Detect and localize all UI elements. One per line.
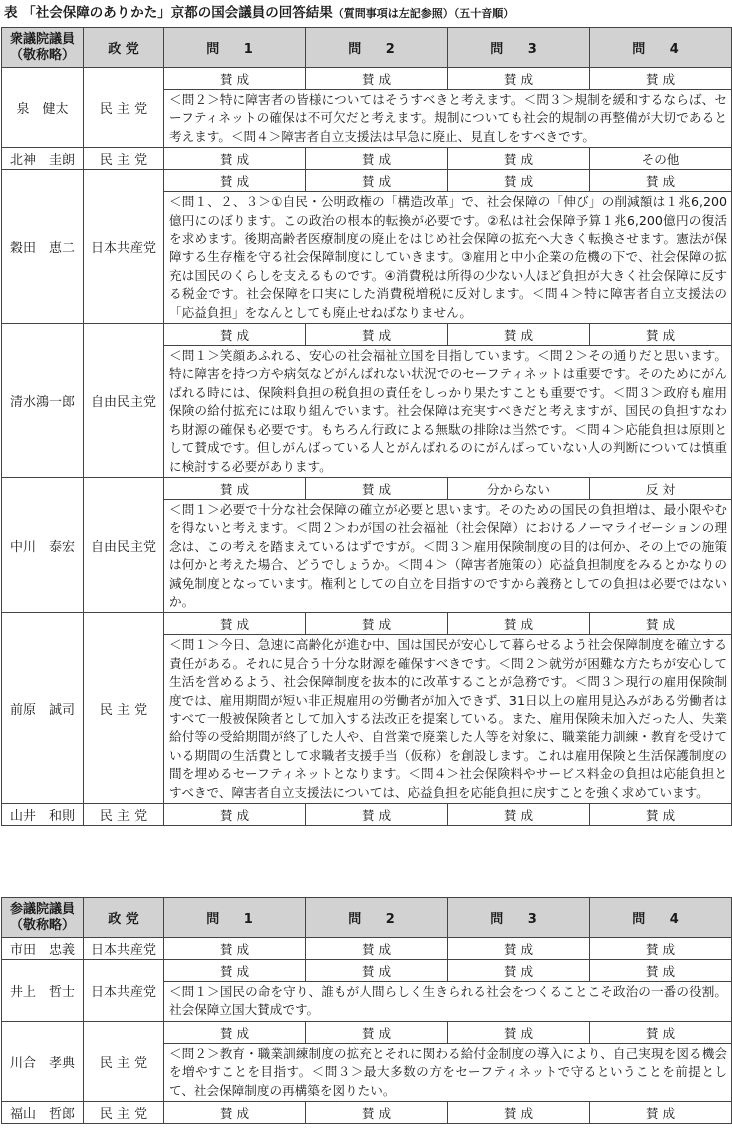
answer-q2: 賛 成	[306, 1021, 448, 1043]
header-member	[2, 28, 84, 68]
member-comment: ＜問１＞国民の命を守り、誰もが人間らしく生きられる社会をつくることこそ政治の一番の役割。社会保障立国大賛成です。	[164, 982, 732, 1022]
member-name: 井上 哲士	[2, 960, 84, 1022]
header-member-line: （敬称略）	[9, 47, 75, 63]
header-party: 政 党	[84, 898, 164, 938]
header-q1: 問 1	[164, 898, 306, 938]
answer-q1: 賛 成	[164, 170, 306, 192]
header-q3: 問 3	[448, 898, 590, 938]
header-member-line: （敬称略）	[9, 917, 75, 933]
header-row	[2, 898, 732, 938]
header-member	[2, 898, 84, 938]
answer-q1: 賛 成	[164, 1102, 306, 1124]
member-row	[2, 477, 732, 499]
header-member-line: 参議院議員	[9, 901, 75, 917]
answer-q4: 賛 成	[590, 1021, 732, 1043]
answer-q4: 賛 成	[590, 170, 732, 192]
sangiin-table	[1, 897, 732, 1124]
answer-q4: 賛 成	[590, 324, 732, 346]
answer-q2: 賛 成	[306, 68, 448, 90]
answer-q4: 賛 成	[590, 1102, 732, 1124]
answer-q1: 賛 成	[164, 324, 306, 346]
member-name: 清水鴻一郎	[2, 324, 84, 478]
answer-q3: 分からない	[448, 477, 590, 499]
answer-q3: 賛 成	[448, 804, 590, 826]
answer-q2: 賛 成	[306, 148, 448, 170]
answer-q2: 賛 成	[306, 170, 448, 192]
member-name: 前原 誠司	[2, 613, 84, 804]
answer-q2: 賛 成	[306, 324, 448, 346]
answer-q1: 賛 成	[164, 68, 306, 90]
member-row	[2, 804, 732, 826]
member-comment: ＜問２＞教育・職業訓練制度の拡充とそれに関わる給付金制度の導入により、自己実現を図る機会を増やすことを目指す。＜問３＞最大多数の方をセーフティネットで守るということを前提として、社会保障制度の再構築を図りたい。	[164, 1043, 732, 1101]
member-comment: ＜問１、２、３＞①自民・公明政権の「構造改革」で、社会保障の「伸び」の削減額は１兆6,200億円にのぼります。この政治の根本的転換が必要です。②私は社会保障予算１兆6,200億円の復活を求めます。後期高齢者医療制度の廃止をはじめ社会保障の拡充へ大きく転換させます。憲法が保障する生存権を守る社会保障制度にしていきます。③雇用と中小企業の危機の下で、社会保障の拡充は国民のくらしを支えるものです。④消費税は所得の少ない人ほど負担が大きく社会保障に反する税金です。社会保障を口実にした消費税増税に反対します。＜問４＞特に障害者自立支援法の「応益負担」をなんとしても廃止せねばなりません。	[164, 192, 732, 324]
member-row	[2, 938, 732, 960]
member-party: 民 主 党	[84, 804, 164, 826]
title-main: 表 「社会保障のありかた」京都の国会議員の回答結果	[4, 5, 333, 21]
member-row	[2, 148, 732, 170]
answer-q3: 賛 成	[448, 324, 590, 346]
answer-q4: その他	[590, 148, 732, 170]
header-q4: 問 4	[590, 28, 732, 68]
member-comment: ＜問１＞笑顔あふれる、安心の社会福祉立国を目指しています。＜問２＞その通りだと思います。特に障害を持つ方や病気などがんばれない状況でのセーフティネットは重要です。そのためにがんばれる時には、保険料負担の税負担の責任をしっかり果たすことも重要です。＜問３＞政府も雇用保険の給付拡充には取り組んでいます。社会保障は充実すべきだと考えますが、国民の負担すなわち財源の確保も必要です。もちろん行政による無駄の排除は当然です。＜問４＞応能負担は原則として賛成です。但しがんばっている人とがんばれるのにがんばっていない人の判断については慎重に検討する必要があります。	[164, 346, 732, 478]
sangiin-table-body	[2, 898, 732, 1124]
answer-q4: 賛 成	[590, 613, 732, 635]
answer-q1: 賛 成	[164, 938, 306, 960]
answer-q3: 賛 成	[448, 148, 590, 170]
member-party: 民 主 党	[84, 613, 164, 804]
member-party: 民 主 党	[84, 148, 164, 170]
member-row	[2, 1102, 732, 1124]
answer-q3: 賛 成	[448, 938, 590, 960]
table-title	[4, 2, 514, 24]
member-comment: ＜問１＞必要で十分な社会保障の確立が必要と思います。そのための国民の負担増は、最小限やむを得ないと考えます。＜問２＞わが国の社会福祉（社会保障）におけるノーマライゼーションの理念は、この考えを踏まえているはずですが。＜問３＞雇用保険制度の目的は何か、その上での施策は何かと考えた場合、どうでしょうか。＜問４＞（障害者施策の）応益負担制度をみるとかなりの減免制度となっています。権利としての自立を目指すのですから義務としての負担は必要ではないか。	[164, 499, 732, 612]
member-name: 福山 哲郎	[2, 1102, 84, 1124]
member-name: 川合 孝典	[2, 1021, 84, 1101]
member-party: 日本共産党	[84, 960, 164, 1022]
member-row	[2, 960, 732, 982]
header-q4: 問 4	[590, 898, 732, 938]
member-row	[2, 170, 732, 192]
header-q2: 問 2	[306, 898, 448, 938]
member-comment: ＜問１＞今日、急速に高齢化が進む中、国は国民が安心して暮らせるよう社会保障制度を確立する責任がある。それに見合う十分な財源を確保すべきです。＜問２＞就労が困難な方たちが安心して生活を営めるよう、社会保障制度を抜本的に改革することが急務です。＜問３＞現行の雇用保険制度では、雇用期間が短い非正規雇用の労働者が加入できず、31日以上の雇用見込みがある労働者はすべて一般被保険者として加入する法改正を提案している。また、雇用保険未加入だった人、失業給付等の受給期間が終了した人や、自営業で廃業した人等を対象に、職業能力訓練・教育を受けている期間の生活費として求職者支援手当（仮称）を創設します。これは雇用保険と生活保護制度の間を埋めるセーフティネットとなります。＜問４＞社会保険料やサービス料金の負担は応能負担とすべきで、障害者自立支援法については、応益負担を応能負担に戻すことを強く求めています。	[164, 635, 732, 804]
member-party: 日本共産党	[84, 170, 164, 324]
header-q3: 問 3	[448, 28, 590, 68]
answer-q1: 賛 成	[164, 613, 306, 635]
member-name: 穀田 恵二	[2, 170, 84, 324]
member-name: 市田 忠義	[2, 938, 84, 960]
answer-q2: 賛 成	[306, 938, 448, 960]
answer-q3: 賛 成	[448, 960, 590, 982]
header-row	[2, 28, 732, 68]
answer-q3: 賛 成	[448, 170, 590, 192]
answer-q1: 賛 成	[164, 477, 306, 499]
answer-q1: 賛 成	[164, 148, 306, 170]
header-q2: 問 2	[306, 28, 448, 68]
member-party: 民 主 党	[84, 1102, 164, 1124]
answer-q4: 賛 成	[590, 68, 732, 90]
answer-q4: 反 対	[590, 477, 732, 499]
answer-q3: 賛 成	[448, 1102, 590, 1124]
shugiin-table	[1, 27, 732, 826]
answer-q2: 賛 成	[306, 477, 448, 499]
member-party: 民 主 党	[84, 68, 164, 148]
member-name: 山井 和則	[2, 804, 84, 826]
title-sub: （質問事項は左記参照）（五十音順）	[332, 7, 515, 20]
member-party: 自由民主党	[84, 324, 164, 478]
member-party: 日本共産党	[84, 938, 164, 960]
member-row	[2, 68, 732, 90]
header-q1: 問 1	[164, 28, 306, 68]
answer-q3: 賛 成	[448, 613, 590, 635]
header-party: 政 党	[84, 28, 164, 68]
answer-q1: 賛 成	[164, 1021, 306, 1043]
answer-q1: 賛 成	[164, 960, 306, 982]
member-comment: ＜問２＞特に障害者の皆様についてはそうすべきと考えます。＜問３＞規制を緩和するならば、セーフティネットの確保は不可欠だと考えます。規制についても社会的規制の再整備が大切であると考えます。＜問４＞障害者自立支援法は早急に廃止、見直しをすべきです。	[164, 90, 732, 148]
member-name: 北神 圭朗	[2, 148, 84, 170]
answer-q1: 賛 成	[164, 804, 306, 826]
member-row	[2, 324, 732, 346]
answer-q2: 賛 成	[306, 1102, 448, 1124]
member-name: 中川 泰宏	[2, 477, 84, 612]
answer-q2: 賛 成	[306, 804, 448, 826]
member-party: 自由民主党	[84, 477, 164, 612]
answer-q4: 賛 成	[590, 804, 732, 826]
member-party: 民 主 党	[84, 1021, 164, 1101]
member-name: 泉 健太	[2, 68, 84, 148]
answer-q3: 賛 成	[448, 1021, 590, 1043]
answer-q4: 賛 成	[590, 960, 732, 982]
answer-q3: 賛 成	[448, 68, 590, 90]
member-row	[2, 613, 732, 635]
shugiin-table-body	[2, 28, 732, 826]
member-row	[2, 1021, 732, 1043]
answer-q4: 賛 成	[590, 938, 732, 960]
answer-q2: 賛 成	[306, 613, 448, 635]
answer-q2: 賛 成	[306, 960, 448, 982]
header-member-line: 衆議院議員	[9, 31, 75, 47]
